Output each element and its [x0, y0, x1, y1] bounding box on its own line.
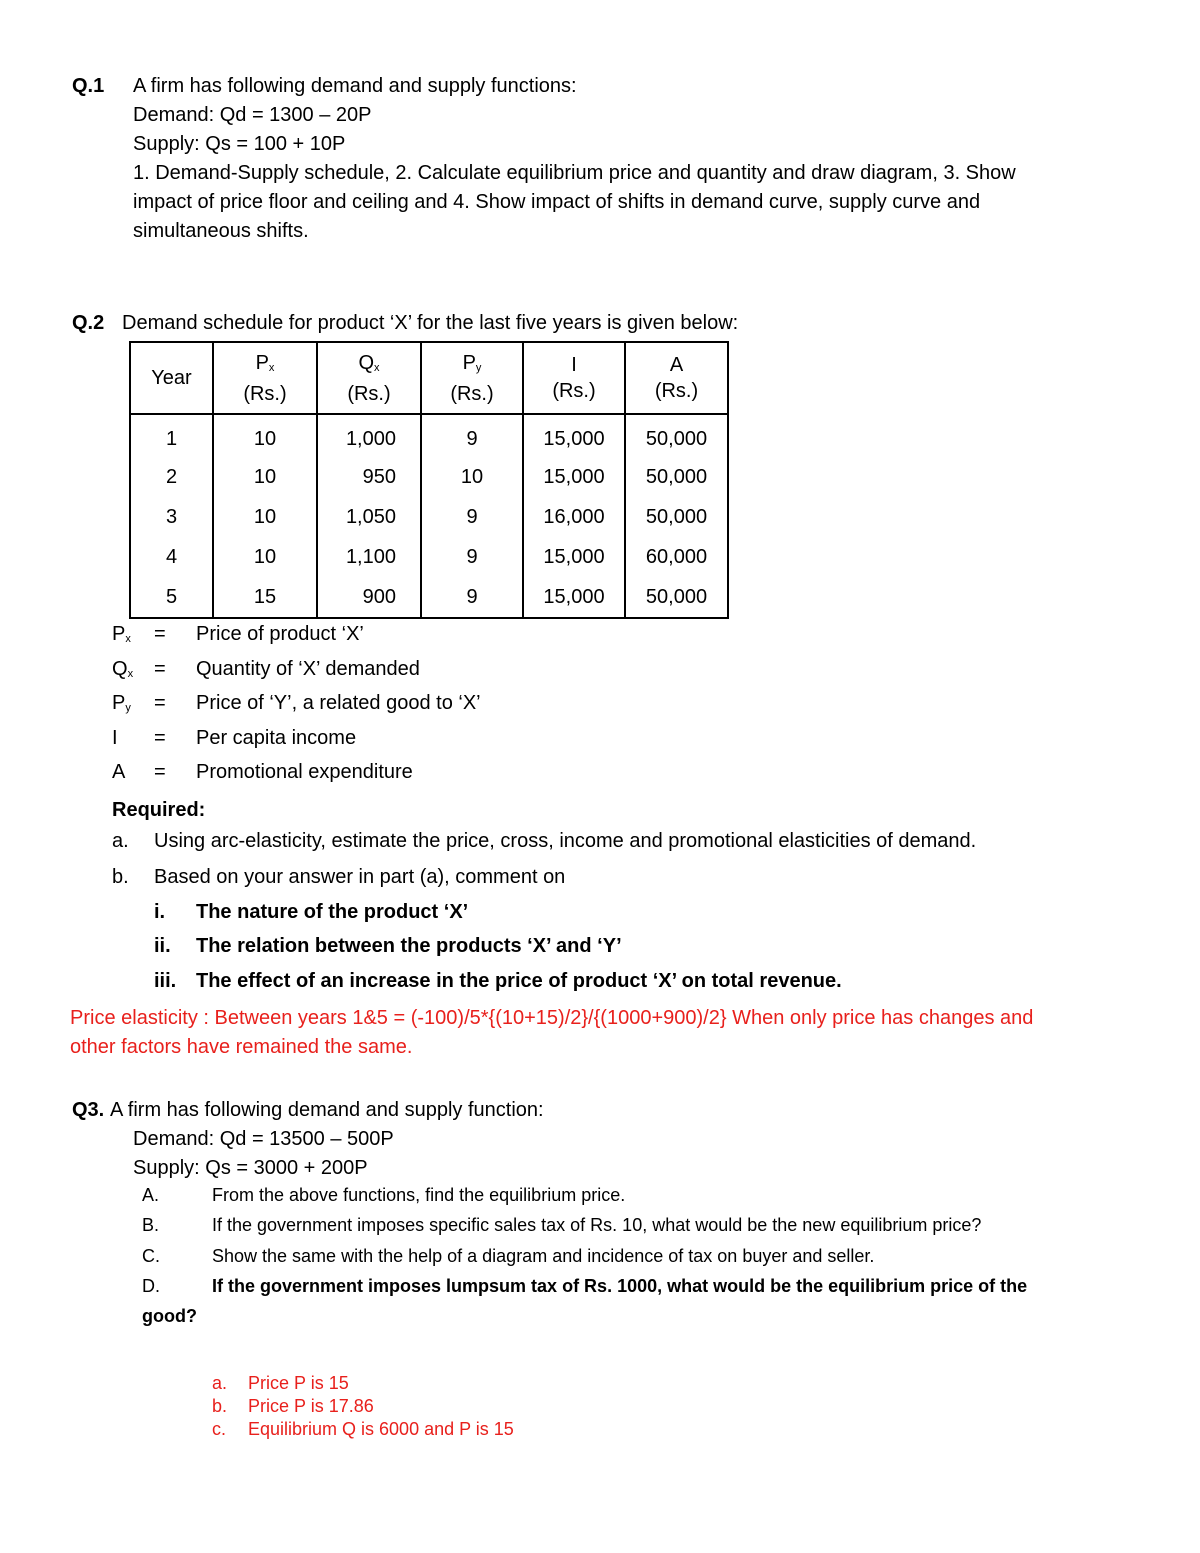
- q1-tasks-line3: simultaneous shifts.: [133, 220, 309, 242]
- q2-intro: Demand schedule for product ‘X’ for the last five years is given below:: [122, 312, 739, 334]
- table-cell: 9: [421, 537, 523, 577]
- table-row: [130, 457, 728, 497]
- q3-label: Q3.: [72, 1099, 105, 1121]
- q2-answer-line1: Price elasticity : Between years 1&5 = (-100)/5*{(10+15)/2}/{(1000+900)/2} When only price has changes and: [70, 1007, 1034, 1029]
- table-cell: 10: [213, 497, 317, 537]
- q2-answer-line2: other factors have remained the same.: [70, 1036, 413, 1058]
- table-cell: 950: [317, 457, 421, 497]
- table-row: [130, 497, 728, 537]
- table-cell: 1: [130, 414, 213, 457]
- q1-label: Q.1: [72, 75, 105, 97]
- q1-tasks-line1: 1. Demand-Supply schedule, 2. Calculate equilibrium price and quantity and draw diagram, 3. Show: [133, 162, 1016, 184]
- table-cell: 15,000: [523, 577, 625, 618]
- q3-answer: a. Price P is 15: [212, 1373, 349, 1393]
- table-row: [130, 414, 728, 457]
- table-cell: 15: [213, 577, 317, 618]
- required-heading: Required:: [112, 799, 206, 821]
- q3-demand: Demand: Qd = 13500 – 500P: [133, 1128, 394, 1150]
- table-cell: 50,000: [625, 497, 728, 537]
- table-cell: 1,100: [317, 537, 421, 577]
- table-cell: 2: [130, 457, 213, 497]
- table-cell: 15,000: [523, 537, 625, 577]
- q3-answer: c. Equilibrium Q is 6000 and P is 15: [212, 1419, 514, 1439]
- q1-tasks-line2: impact of price floor and ceiling and 4. Show impact of shifts in demand curve, supply curve and: [133, 191, 981, 213]
- header-py: $P_y$ (Rs.): [421, 342, 523, 414]
- table-cell: 1,000: [317, 414, 421, 457]
- q3-supply: Supply: Qs = 3000 + 200P: [133, 1157, 368, 1179]
- q3-item-d-continuation: good?: [142, 1306, 197, 1326]
- table-cell: 9: [421, 577, 523, 618]
- q3-answer: b. Price P is 17.86: [212, 1396, 374, 1416]
- table-cell: 15,000: [523, 457, 625, 497]
- q1-intro: A firm has following demand and supply functions:: [133, 75, 577, 97]
- table-cell: 10: [213, 537, 317, 577]
- header-qx: $Q_x$ (Rs.): [317, 342, 421, 414]
- table-cell: 9: [421, 414, 523, 457]
- q1-demand: Demand: Qd = 1300 – 20P: [133, 104, 372, 126]
- table-cell: 9: [421, 497, 523, 537]
- table-cell: 4: [130, 537, 213, 577]
- table-cell: 60,000: [625, 537, 728, 577]
- table-cell: 16,000: [523, 497, 625, 537]
- q3-intro: A firm has following demand and supply function:: [110, 1099, 544, 1121]
- header-px: $P_x$ (Rs.): [213, 342, 317, 414]
- table-header-row: [130, 342, 728, 414]
- table-cell: 50,000: [625, 457, 728, 497]
- table-cell: 1,050: [317, 497, 421, 537]
- table-cell: 15,000: [523, 414, 625, 457]
- demand-schedule-table: [129, 341, 729, 619]
- table-cell: 10: [213, 457, 317, 497]
- table-row: [130, 577, 728, 618]
- table-cell: 10: [213, 414, 317, 457]
- q2-label: Q.2: [72, 312, 105, 334]
- table-cell: 900: [317, 577, 421, 618]
- q1-supply: Supply: Qs = 100 + 10P: [133, 133, 346, 155]
- table-row: [130, 537, 728, 577]
- table-cell: 3: [130, 497, 213, 537]
- table-cell: 50,000: [625, 414, 728, 457]
- table-cell: 10: [421, 457, 523, 497]
- header-year: Year: [130, 342, 213, 414]
- header-income: I (Rs.): [523, 342, 625, 414]
- header-advertising: A (Rs.): [625, 342, 728, 414]
- table-cell: 50,000: [625, 577, 728, 618]
- table-cell: 5: [130, 577, 213, 618]
